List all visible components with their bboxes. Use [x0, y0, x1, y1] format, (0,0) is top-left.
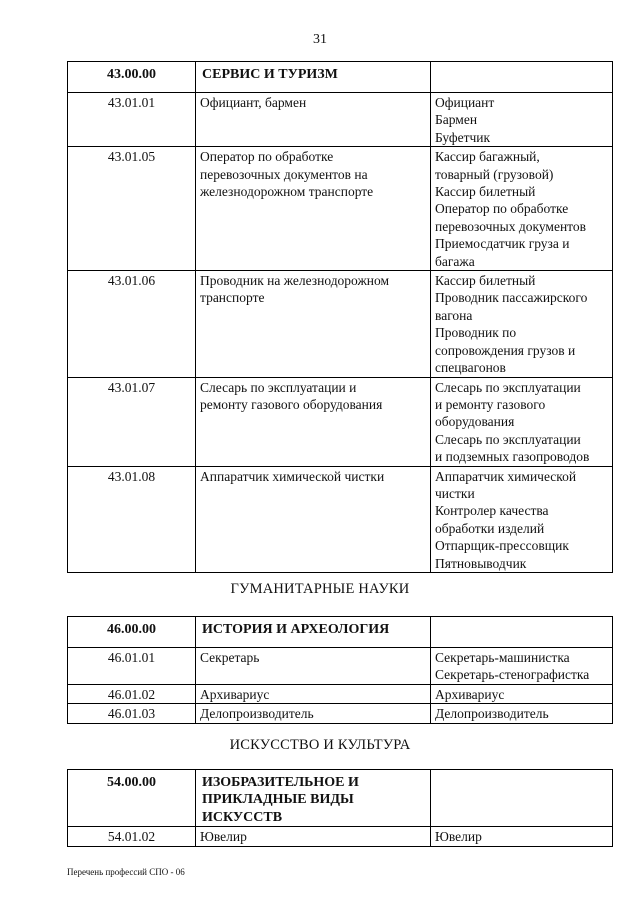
page-number: 31	[313, 32, 327, 47]
table-row	[68, 147, 613, 271]
profession-code: 46.01.02	[68, 684, 196, 703]
table-row	[68, 827, 613, 846]
qualification-list: Кассир билетный Проводник пассажирского вагона Проводник по сопровождения грузов и спецвагонов	[431, 271, 613, 377]
profession-code: 54.01.02	[68, 827, 196, 846]
group-code: 43.00.00	[68, 62, 196, 93]
group-empty-cell	[431, 770, 613, 827]
qualification-list: Слесарь по эксплуатации и ремонту газового оборудования Слесарь по эксплуатации и подземных газопроводов	[431, 377, 613, 466]
table-row	[68, 704, 613, 723]
group-header-row	[68, 62, 613, 93]
table-row	[68, 648, 613, 685]
profession-code: 43.01.05	[68, 147, 196, 271]
section-heading-humanities: ГУМАНИТАРНЫЕ НАУКИ	[230, 581, 410, 597]
profession-code: 43.01.08	[68, 466, 196, 572]
document-footer: Перечень профессий СПО - 06	[67, 867, 185, 877]
table-row	[68, 684, 613, 703]
qualification-list: Секретарь-машинистка Секретарь-стенографистка	[431, 648, 613, 685]
profession-name: Проводник на железнодорожном транспорте	[196, 271, 431, 377]
qualification-list: Кассир багажный, товарный (грузовой) Кассир билетный Оператор по обработке перевозочных документов Приемосдатчик груза и багажа	[431, 147, 613, 271]
table-row	[68, 93, 613, 147]
section-heading-arts-culture: ИСКУССТВО И КУЛЬТУРА	[229, 737, 411, 753]
profession-name: Ювелир	[196, 827, 431, 846]
group-code: 46.00.00	[68, 617, 196, 648]
table-row	[68, 377, 613, 466]
group-title: ИСТОРИЯ И АРХЕОЛОГИЯ	[196, 617, 431, 648]
group-header-row	[68, 770, 613, 827]
group-empty-cell	[431, 617, 613, 648]
profession-name: Аппаратчик химической чистки	[196, 466, 431, 572]
table-fine-applied-arts	[67, 769, 613, 847]
table-row	[68, 271, 613, 377]
profession-name: Делопроизводитель	[196, 704, 431, 723]
group-title: СЕРВИС И ТУРИЗМ	[196, 62, 431, 93]
profession-name: Официант, бармен	[196, 93, 431, 147]
qualification-list: Аппаратчик химической чистки Контролер качества обработки изделий Отпарщик-прессовщик Пятновыводчик	[431, 466, 613, 572]
profession-name: Архивариус	[196, 684, 431, 703]
profession-code: 43.01.01	[68, 93, 196, 147]
qualification-list: Делопроизводитель	[431, 704, 613, 723]
table-row	[68, 466, 613, 572]
profession-code: 46.01.03	[68, 704, 196, 723]
qualification-list: Ювелир	[431, 827, 613, 846]
profession-code: 43.01.07	[68, 377, 196, 466]
qualification-list: Официант Бармен Буфетчик	[431, 93, 613, 147]
group-header-row	[68, 617, 613, 648]
profession-name: Секретарь	[196, 648, 431, 685]
group-title: ИЗОБРАЗИТЕЛЬНОЕ И ПРИКЛАДНЫЕ ВИДЫ ИСКУССТВ	[196, 770, 431, 827]
profession-name: Оператор по обработке перевозочных документов на железнодорожном транспорте	[196, 147, 431, 271]
table-history-archaeology	[67, 616, 613, 724]
profession-code: 43.01.06	[68, 271, 196, 377]
qualification-list: Архивариус	[431, 684, 613, 703]
table-service-tourism	[67, 61, 613, 573]
group-code: 54.00.00	[68, 770, 196, 827]
profession-name: Слесарь по эксплуатации и ремонту газового оборудования	[196, 377, 431, 466]
group-empty-cell	[431, 62, 613, 93]
profession-code: 46.01.01	[68, 648, 196, 685]
